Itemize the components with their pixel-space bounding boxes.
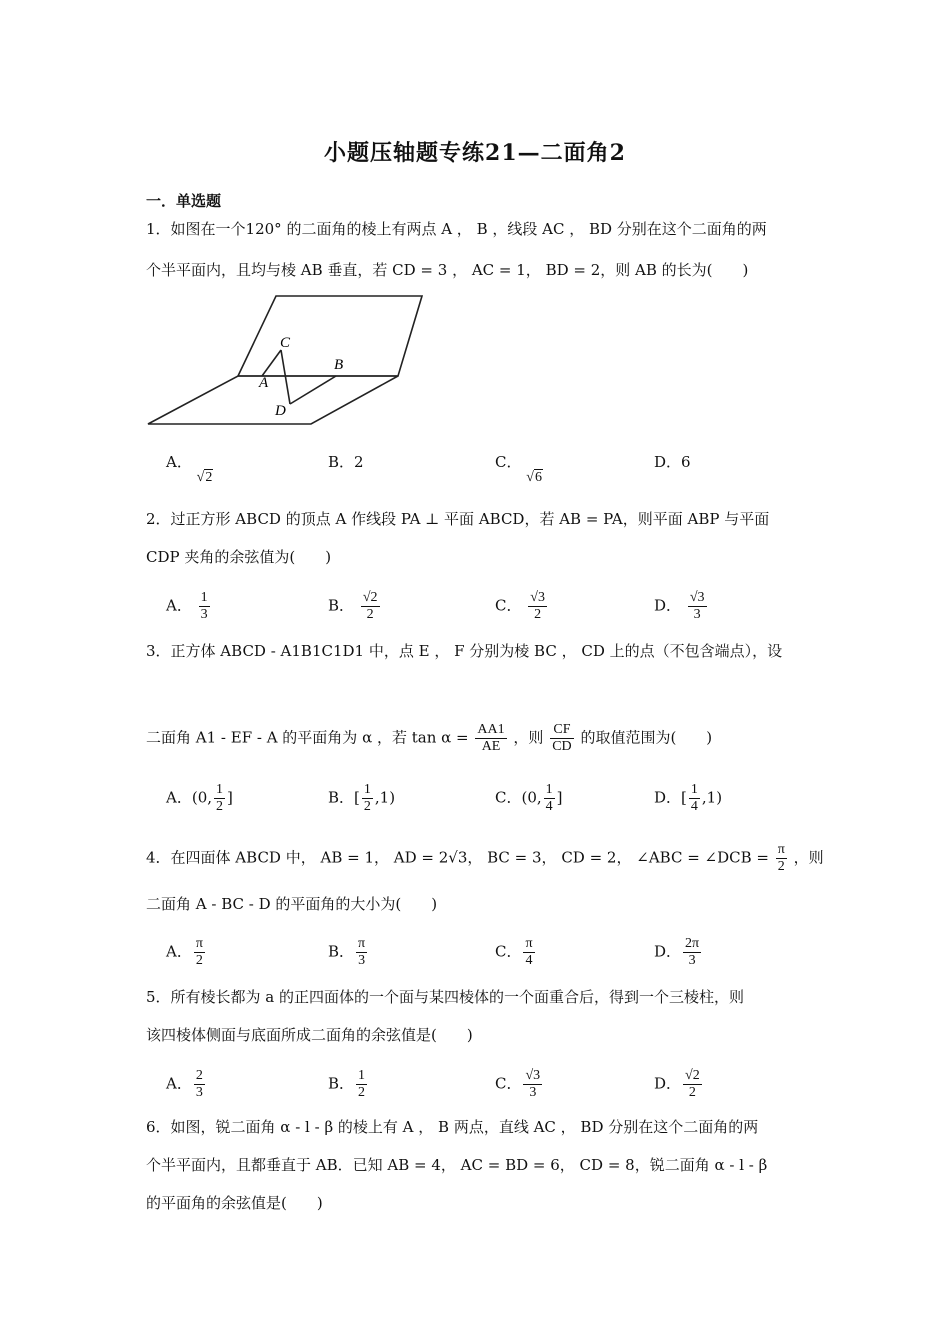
q4-text-line1: 4．在四面体 ABCD 中， AB = 1， AD = 2√3， BC = 3， CD = 2， ∠ABC = ∠DCB = $\frac{\pi}{2}$ ，则: [146, 842, 824, 874]
q2-text-line2: CDP 夹角的余弦值为( ): [146, 548, 332, 566]
q1-option-d[interactable]: D．6: [654, 453, 691, 471]
label-c: C: [280, 335, 291, 351]
q6-text-line3: 的平面角的余弦值是( ): [146, 1194, 323, 1212]
q3-option-a[interactable]: A．(0, $\frac{1}{2}$ ]: [166, 782, 233, 814]
q3-text-line2: 二面角 A1 - EF - A 的平面角为 α ，若 tan α = $\frac{AA1}{AE}$ ，则 $\frac{CF}{CD}$ 的取值范围为( ): [146, 722, 713, 754]
q1-option-c[interactable]: C． √6: [495, 453, 542, 485]
page-title: 小题压轴题专练21—二面角2: [324, 140, 626, 166]
q1-option-a[interactable]: A． √2: [166, 453, 213, 485]
label-a: A: [259, 375, 269, 391]
segment-ac: [262, 350, 281, 376]
q5-option-d[interactable]: D． $\frac{√2}{2}$: [654, 1068, 700, 1100]
q2-option-b[interactable]: B． $\frac{√2}{2}$: [328, 590, 378, 622]
q4-option-d[interactable]: D． $\frac{2\pi}{3}$: [654, 936, 700, 968]
lower-plane: [148, 376, 398, 424]
q2-option-c[interactable]: C． $\frac{√3}{2}$: [495, 590, 545, 622]
label-d: D: [275, 403, 286, 419]
q3-option-c[interactable]: C．(0, $\frac{1}{4}$ ]: [495, 782, 563, 814]
q3-option-b[interactable]: B．[ $\frac{1}{2}$ ,1): [328, 782, 396, 814]
q1-option-b[interactable]: B．2: [328, 453, 364, 471]
q5-option-b[interactable]: B． $\frac{1}{2}$: [328, 1068, 366, 1100]
q5-text-line2: 该四棱体侧面与底面所成二面角的余弦值是( ): [146, 1026, 473, 1044]
q4-option-c[interactable]: C． $\frac{\pi}{4}$: [495, 936, 533, 968]
label-b: B: [334, 357, 344, 373]
q3-text-line1: 3．正方体 ABCD - A1B1C1D1 中，点 E ， F 分别为棱 BC ， CD 上的点（不包含端点），设: [146, 642, 783, 660]
q3-option-d[interactable]: D．[ $\frac{1}{4}$ ,1): [654, 782, 723, 814]
q6-text-line2: 个半平面内，且都垂直于 AB．已知 AB = 4， AC = BD = 6， CD = 8，锐二面角 α - l - β: [146, 1156, 768, 1174]
section-heading: 一．单选题: [146, 192, 222, 210]
q1-figure: [146, 292, 436, 432]
q5-option-c[interactable]: C． $\frac{√3}{3}$: [495, 1068, 541, 1100]
q4-option-b[interactable]: B． $\frac{\pi}{3}$: [328, 936, 366, 968]
q1-text-line1: 1．如图在一个120° 的二面角的棱上有两点 A ， B ，线段 AC ， BD 分别在这个二面角的两: [146, 220, 767, 238]
q5-text-line1: 5．所有棱长都为 a 的正四面体的一个面与某四棱体的一个面重合后，得到一个三棱柱，则: [146, 988, 745, 1006]
q2-text-line1: 2．过正方形 ABCD 的顶点 A 作线段 PA ⊥ 平面 ABCD，若 AB = PA，则平面 ABP 与平面: [146, 510, 770, 528]
q1-text-line2: 个半平面内，且均与棱 AB 垂直，若 CD = 3 ， AC = 1， BD = 2，则 AB 的长为( ): [146, 261, 749, 279]
q2-option-d[interactable]: D． $\frac{√3}{3}$: [654, 590, 705, 622]
q6-text-line1: 6．如图，锐二面角 α - l - β 的棱上有 A ， B 两点，直线 AC ， BD 分别在这个二面角的两: [146, 1118, 759, 1136]
q4-text-line2: 二面角 A - BC - D 的平面角的大小为( ): [146, 895, 438, 913]
upper-plane: [238, 296, 422, 376]
segment-cd: [281, 350, 290, 404]
q5-option-a[interactable]: A． $\frac{2}{3}$: [166, 1068, 203, 1100]
q2-option-a[interactable]: A． $\frac{1}{3}$: [166, 590, 208, 622]
q4-option-a[interactable]: A． $\frac{\pi}{2}$: [166, 936, 203, 968]
segment-bd: [290, 376, 336, 404]
